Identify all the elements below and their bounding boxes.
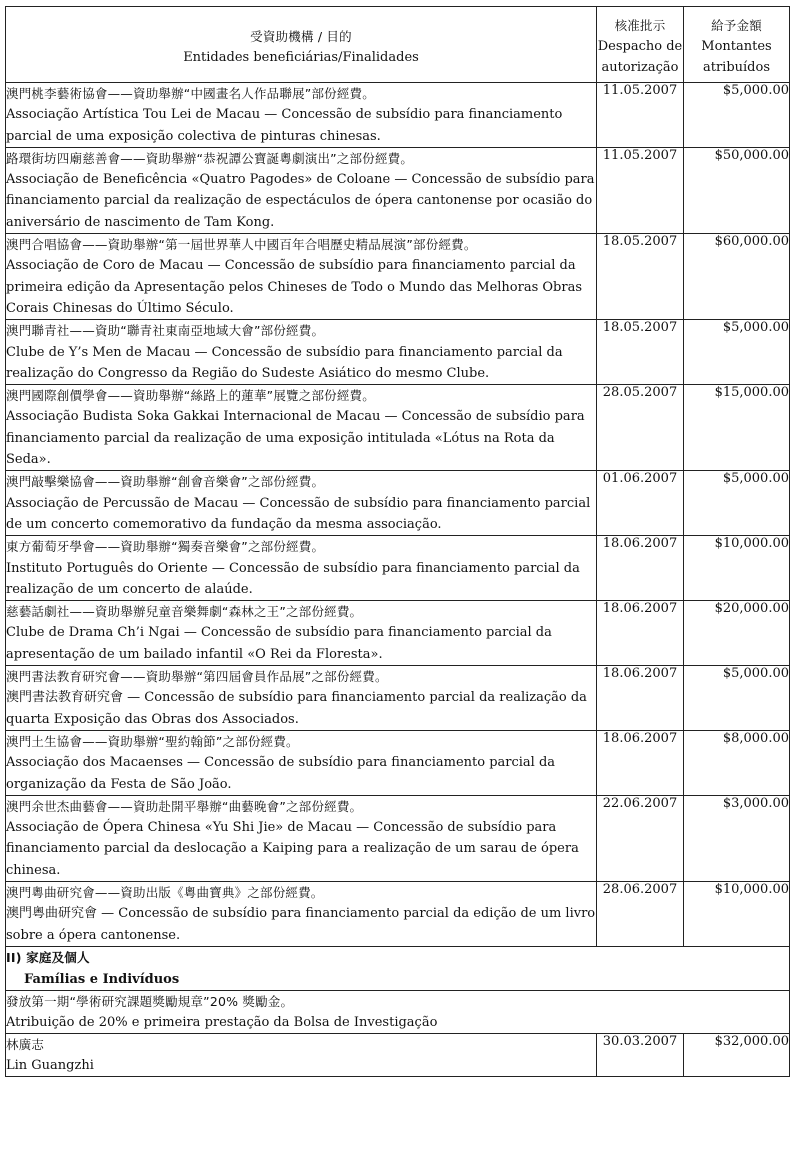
beneficiary-zh: 路環街坊四廟慈善會——資助舉辦“恭祝譚公寶誕粵劇演出”之部份經費。 [6, 150, 414, 166]
header-amount [684, 7, 790, 83]
amount-value: $50,000.00 [684, 147, 790, 233]
amount-value: $5,000.00 [684, 666, 790, 731]
beneficiary-pt: 澳門書法教育研究會 — Concessão de subsídio para financiamento parcial da realização da quarta Exposição das Obras dos Associados. [6, 690, 587, 727]
section-heading [6, 946, 790, 990]
dispatch-date: 18.06.2007 [597, 666, 684, 731]
beneficiary-zh: 澳門桃李藝術協會——資助舉辦“中國畫名人作品聯展”部份經費。 [6, 86, 375, 101]
header-beneficiaries-pt: Entidades beneficiárias/Finalidades [183, 50, 419, 65]
amount-value: $10,000.00 [684, 881, 790, 946]
table-row [6, 601, 790, 666]
beneficiary-zh: 澳門土生協會——資助舉辦“聖約翰節”之部份經費。 [6, 733, 299, 749]
beneficiary-cell [6, 385, 597, 471]
beneficiary-zh: 澳門粵曲研究會——資助出版《粵曲寶典》之部份經費。 [6, 884, 324, 900]
dispatch-date: 01.06.2007 [597, 471, 684, 536]
beneficiary-cell [6, 730, 597, 795]
table-row [6, 385, 790, 471]
beneficiary-cell [6, 471, 597, 536]
table-row [6, 730, 790, 795]
subsidy-table [5, 6, 790, 1077]
beneficiary-pt: Associação de Ópera Chinesa «Yu Shi Jie» de Macau — Concessão de subsídio para financiamento parcial da deslocação a Kaiping para a realização de um sarau de ópera chinesa. [6, 820, 579, 878]
dispatch-date: 18.06.2007 [597, 601, 684, 666]
beneficiary-pt: Lin Guangzhi [6, 1058, 94, 1074]
dispatch-date: 28.06.2007 [597, 881, 684, 946]
beneficiary-cell [6, 1033, 597, 1077]
dispatch-date: 11.05.2007 [597, 147, 684, 233]
beneficiary-cell [6, 795, 597, 881]
amount-value: $5,000.00 [684, 471, 790, 536]
beneficiary-pt: Associação de Coro de Macau — Concessão de subsídio para financiamento parcial da primeira edição da Apresentação pelos Chineses de Todo o Mundo das Melhoras Obras Corais Chinesas do Último Século. [6, 258, 583, 316]
section-heading-zh: II) 家庭及個人 [6, 949, 90, 965]
header-dispatch-pt2: autorização [601, 60, 679, 75]
amount-value: $10,000.00 [684, 536, 790, 601]
amount-value: $5,000.00 [684, 83, 790, 148]
beneficiary-pt: Instituto Português do Oriente — Concessão de subsídio para financiamento parcial da realização de um concerto de alaúde. [6, 560, 580, 597]
beneficiary-pt: Associação Budista Soka Gakkai Internacional de Macau — Concessão de subsídio para financiamento parcial da realização de uma exposição intitulada «Lótus na Rota da Seda». [6, 409, 585, 468]
dispatch-date: 22.06.2007 [597, 795, 684, 881]
section-heading-row [6, 946, 790, 990]
bolsa-pt: Atribuição de 20% e primeira prestação da Bolsa de Investigação [6, 1014, 438, 1030]
table-header-row [6, 7, 790, 83]
beneficiary-pt: Associação Artística Tou Lei de Macau — Concessão de subsídio para financiamento parcial de uma exposição colectiva de pinturas chinesas. [6, 107, 563, 144]
table-row [6, 320, 790, 385]
amount-value: $20,000.00 [684, 601, 790, 666]
beneficiary-pt: Associação de Percussão de Macau — Concessão de subsídio para financiamento parcial de um concerto comemorativo da fundação da mesma associação. [6, 495, 591, 532]
beneficiary-cell [6, 234, 597, 320]
beneficiary-zh: 慈藝話劇社——資助舉辦兒童音樂舞劇“森林之王”之部份經費。 [6, 604, 363, 620]
beneficiary-zh: 澳門余世杰曲藝會——資助赴開平舉辦“曲藝晚會”之部份經費。 [6, 798, 363, 814]
beneficiary-zh: 澳門聯青社——資助“聯青社東南亞地域大會”部份經費。 [6, 323, 325, 339]
beneficiary-cell [6, 320, 597, 385]
dispatch-date: 18.05.2007 [597, 234, 684, 320]
beneficiary-pt: Clube de Drama Ch’i Ngai — Concessão de subsídio para financiamento parcial da apresentação de um bailado infantil «O Rei da Floresta». [6, 625, 552, 662]
table-row [6, 147, 790, 233]
amount-value: $5,000.00 [684, 320, 790, 385]
header-beneficiaries [6, 7, 597, 83]
dispatch-date: 11.05.2007 [597, 83, 684, 148]
header-amount-zh: 給予金額 [711, 18, 762, 33]
dispatch-date: 18.06.2007 [597, 730, 684, 795]
header-dispatch [597, 7, 684, 83]
amount-value: $60,000.00 [684, 234, 790, 320]
bolsa-row [6, 990, 790, 1033]
beneficiary-cell [6, 83, 597, 148]
beneficiary-zh: 澳門合唱協會——資助舉辦“第一屆世界華人中國百年合唱歷史精品展演”部份經費。 [6, 237, 477, 253]
bolsa-description [6, 990, 790, 1033]
table-row [6, 234, 790, 320]
beneficiary-pt: 澳門粵曲研究會 — Concessão de subsídio para financiamento parcial da edição de um livro sobre a ópera cantonense. [6, 906, 596, 943]
table-row [6, 666, 790, 731]
beneficiary-zh: 東方葡萄牙學會——資助舉辦“獨奏音樂會”之部份經費。 [6, 539, 325, 555]
amount-value: $15,000.00 [684, 385, 790, 471]
table-row [6, 536, 790, 601]
bolsa-zh: 發放第一期“學術研究課題獎勵規章”20% 獎勵金。 [6, 993, 294, 1009]
header-dispatch-zh: 核准批示 [614, 18, 666, 33]
beneficiary-pt: Clube de Y’s Men de Macau — Concessão de subsídio para financiamento parcial da realização do Congresso da Região do Sudeste Asiático do mesmo Clube. [6, 344, 563, 381]
table-row [6, 83, 790, 148]
beneficiary-cell [6, 601, 597, 666]
header-beneficiaries-zh: 受資助機構 / 目的 [250, 29, 352, 44]
beneficiary-zh: 澳門敲擊樂協會——資助舉辦“創會音樂會”之部份經費。 [6, 474, 325, 490]
header-amount-pt1: Montantes [701, 39, 772, 54]
beneficiary-pt: Associação de Beneficência «Quatro Pagodes» de Coloane — Concessão de subsídio para financiamento parcial da realização de espectáculos de ópera cantonense por ocasião do aniversário de nascimento de Tam Kong. [6, 172, 595, 230]
dispatch-date: 28.05.2007 [597, 385, 684, 471]
dispatch-date: 18.05.2007 [597, 320, 684, 385]
dispatch-date: 18.06.2007 [597, 536, 684, 601]
header-amount-pt2: atribuídos [702, 60, 771, 75]
beneficiary-cell [6, 536, 597, 601]
beneficiary-zh: 澳門國際創價學會——資助舉辦“絲路上的蓮華”展覽之部份經費。 [6, 388, 375, 404]
table-row [6, 881, 790, 946]
beneficiary-cell [6, 666, 597, 731]
header-dispatch-pt1: Despacho de [597, 39, 683, 54]
table-row [6, 795, 790, 881]
beneficiary-cell [6, 881, 597, 946]
table-row [6, 471, 790, 536]
dispatch-date: 30.03.2007 [597, 1033, 684, 1077]
beneficiary-cell [6, 147, 597, 233]
section-heading-pt: Famílias e Indivíduos [24, 971, 180, 987]
beneficiary-zh: 澳門書法教育研究會——資助舉辦“第四屆會員作品展”之部份經費。 [6, 669, 388, 685]
amount-value: $3,000.00 [684, 795, 790, 881]
amount-value: $32,000.00 [684, 1033, 790, 1077]
beneficiary-zh: 林廣志 [6, 1036, 45, 1052]
amount-value: $8,000.00 [684, 730, 790, 795]
beneficiary-pt: Associação dos Macaenses — Concessão de subsídio para financiamento parcial da organização da Festa de São João. [6, 755, 556, 792]
table-row [6, 1033, 790, 1077]
